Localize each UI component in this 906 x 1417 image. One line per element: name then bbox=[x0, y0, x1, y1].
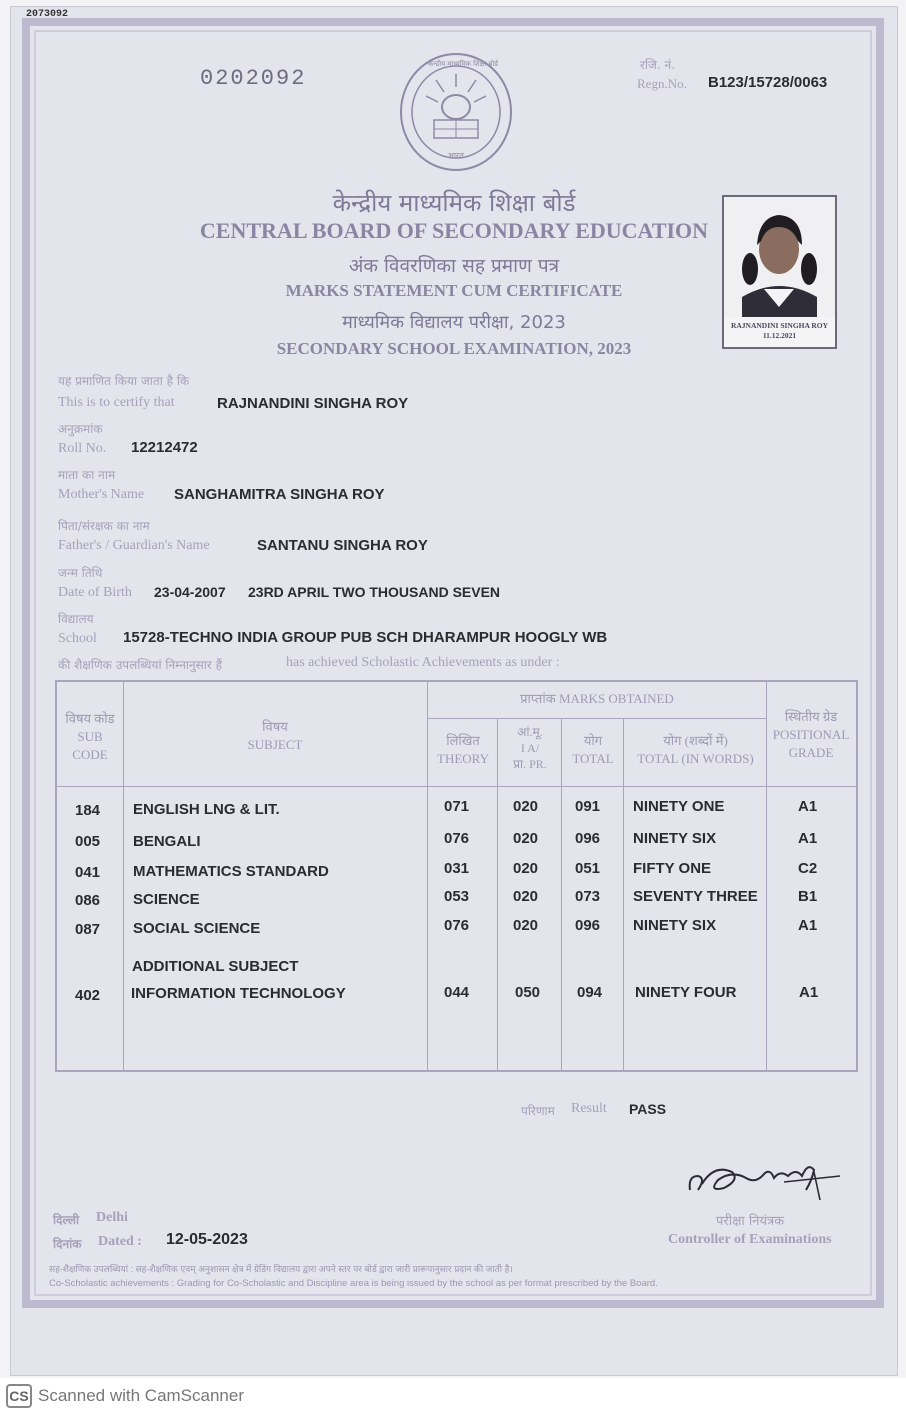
col-divider bbox=[561, 718, 562, 1070]
board-name-hindi: केन्द्रीय माध्यमिक शिक्षा बोर्ड bbox=[332, 189, 576, 217]
th-subject: विषय SUBJECT bbox=[247, 719, 303, 752]
row-total: 051 bbox=[575, 860, 601, 877]
th-code: विषय कोड SUB CODE bbox=[65, 711, 115, 762]
row-grade: A1 bbox=[799, 984, 819, 1001]
row-grade: A1 bbox=[798, 917, 818, 934]
controller-label: Controller of Examinations bbox=[668, 1232, 832, 1247]
seal-text-bottom: भारत bbox=[448, 151, 464, 160]
row-theory: 076 bbox=[444, 917, 470, 934]
student-photo bbox=[722, 195, 837, 349]
student-photo-icon bbox=[724, 197, 835, 317]
col-divider bbox=[427, 682, 428, 1070]
row-ia: 020 bbox=[513, 888, 539, 905]
exam-title-hindi: माध्यमिक विद्यालय परीक्षा, 2023 bbox=[342, 312, 566, 333]
th-total-words: योग (शब्दों में) TOTAL (IN WORDS) bbox=[637, 733, 754, 766]
row-ia: 020 bbox=[513, 860, 539, 877]
col-divider bbox=[497, 718, 498, 1070]
roll-number: 12212472 bbox=[131, 439, 198, 456]
th-theory: लिखित THEORY bbox=[437, 733, 489, 766]
photo-caption-name: RAJNANDINI SINGHA ROY bbox=[730, 321, 829, 330]
father-name: SANTANU SINGHA ROY bbox=[257, 537, 428, 554]
result-hindi-label: परिणाम bbox=[521, 1104, 555, 1118]
row-subject: INFORMATION TECHNOLOGY bbox=[131, 985, 346, 1002]
row-code: 041 bbox=[75, 864, 101, 881]
certificate-title-english: MARKS STATEMENT CUM CERTIFICATE bbox=[285, 281, 623, 300]
col-divider bbox=[623, 718, 624, 1070]
additional-subject-label: ADDITIONAL SUBJECT bbox=[132, 958, 299, 975]
row-subject: BENGALI bbox=[133, 833, 201, 850]
row-code: 184 bbox=[75, 802, 101, 819]
dated-hindi: दिनांक bbox=[53, 1237, 82, 1251]
dob-value: 23-04-2007 bbox=[154, 584, 226, 600]
row-total: 091 bbox=[575, 798, 601, 815]
row-grade: A1 bbox=[798, 830, 818, 847]
footnote-english: Co-Scholastic achievements : Grading for Co-Scholastic and Discipline area is being issued by the school as per format prescribed by the Board. bbox=[49, 1278, 658, 1289]
row-total: 096 bbox=[575, 830, 601, 847]
result-value: PASS bbox=[629, 1101, 667, 1117]
signature-icon bbox=[684, 1150, 844, 1206]
row-total: 094 bbox=[577, 984, 603, 1001]
row-theory: 071 bbox=[444, 798, 470, 815]
row-code: 005 bbox=[75, 833, 101, 850]
father-hindi-label: पिता/संरक्षक का नाम bbox=[58, 519, 150, 533]
serial-number: 0202092 bbox=[200, 66, 307, 91]
row-ia: 050 bbox=[515, 984, 541, 1001]
certificate-title-hindi: अंक विवरणिका सह प्रमाण पत्र bbox=[348, 255, 560, 277]
row-grade: B1 bbox=[798, 888, 818, 905]
regn-number: B123/15728/0063 bbox=[708, 74, 828, 91]
roll-label: Roll No. bbox=[58, 441, 107, 456]
scanner-footer bbox=[0, 1378, 906, 1417]
dob-in-words: 23RD APRIL TWO THOUSAND SEVEN bbox=[248, 584, 501, 600]
marks-table bbox=[55, 680, 858, 1072]
row-grade: A1 bbox=[798, 798, 818, 815]
row-subject: SCIENCE bbox=[133, 891, 200, 908]
row-subject: MATHEMATICS STANDARD bbox=[133, 863, 329, 880]
mother-label: Mother's Name bbox=[58, 487, 145, 502]
row-words: SEVENTY THREE bbox=[633, 888, 758, 905]
place-hindi: दिल्ली bbox=[53, 1213, 80, 1227]
row-total: 073 bbox=[575, 888, 601, 905]
school-name: 15728-TECHNO INDIA GROUP PUB SCH DHARAMPUR HOOGLY WB bbox=[123, 629, 608, 646]
achieved-hindi-text: की शैक्षणिक उपलब्धियां निम्नानुसार हैं bbox=[58, 658, 222, 672]
mother-hindi-label: माता का नाम bbox=[58, 468, 116, 482]
seal-text-top: केन्द्रीय माध्यमिक शिक्षा बोर्ड bbox=[428, 61, 498, 68]
row-words: FIFTY ONE bbox=[633, 860, 712, 877]
th-ia: आं.मू. I A/ प्रा. PR. bbox=[513, 725, 547, 771]
place-label: Delhi bbox=[96, 1210, 128, 1225]
row-words: NINETY SIX bbox=[633, 830, 717, 847]
school-hindi-label: विद्यालय bbox=[58, 612, 94, 626]
dated-label: Dated : bbox=[98, 1234, 142, 1249]
top-code: 2073092 bbox=[26, 9, 69, 20]
roll-hindi-label: अनुक्रमांक bbox=[58, 422, 103, 436]
row-theory: 076 bbox=[444, 830, 470, 847]
school-label: School bbox=[58, 631, 97, 646]
row-code: 402 bbox=[75, 987, 101, 1004]
col-divider bbox=[123, 682, 124, 1070]
certify-hindi-label: यह प्रमाणित किया जाता है कि bbox=[58, 374, 190, 388]
row-total: 096 bbox=[575, 917, 601, 934]
scanner-text: Scanned with CamScanner bbox=[38, 1386, 245, 1405]
row-subject: SOCIAL SCIENCE bbox=[133, 920, 261, 937]
row-words: NINETY ONE bbox=[633, 798, 725, 815]
row-words: NINETY FOUR bbox=[635, 984, 737, 1001]
father-label: Father's / Guardian's Name bbox=[58, 538, 210, 553]
dated-value: 12-05-2023 bbox=[166, 1231, 248, 1248]
row-grade: C2 bbox=[798, 860, 818, 877]
marks-header-divider bbox=[427, 718, 766, 719]
th-grade: स्थितीय ग्रेड POSITIONAL GRADE bbox=[772, 709, 850, 760]
row-code: 087 bbox=[75, 921, 101, 938]
row-words: NINETY SIX bbox=[633, 917, 717, 934]
exam-title-english: SECONDARY SCHOOL EXAMINATION, 2023 bbox=[276, 339, 632, 358]
row-theory: 053 bbox=[444, 888, 470, 905]
th-marks: प्राप्तांक MARKS OBTAINED bbox=[520, 691, 674, 706]
header-divider bbox=[57, 786, 856, 787]
row-subject: ENGLISH LNG & LIT. bbox=[133, 801, 280, 818]
mother-name: SANGHAMITRA SINGHA ROY bbox=[174, 486, 385, 503]
regn-label: Regn.No. bbox=[637, 76, 687, 91]
photo-caption-date: 11.12.2021 bbox=[762, 331, 797, 340]
th-total: योग TOTAL bbox=[572, 733, 614, 766]
board-name-english: CENTRAL BOARD OF SECONDARY EDUCATION bbox=[199, 218, 709, 243]
row-code: 086 bbox=[75, 892, 101, 909]
controller-hindi: परीक्षा नियंत्रक bbox=[716, 1214, 785, 1229]
result-label: Result bbox=[571, 1101, 607, 1116]
row-ia: 020 bbox=[513, 798, 539, 815]
row-theory: 031 bbox=[444, 860, 470, 877]
controller-signature bbox=[684, 1150, 844, 1211]
dob-label: Date of Birth bbox=[58, 585, 132, 600]
dob-hindi-label: जन्म तिथि bbox=[58, 566, 103, 580]
achieved-english-text: has achieved Scholastic Achievements as under : bbox=[286, 655, 560, 670]
camscanner-logo-icon: CS bbox=[6, 1384, 32, 1408]
student-name: RAJNANDINI SINGHA ROY bbox=[217, 395, 409, 412]
cbse-seal bbox=[398, 52, 514, 176]
row-theory: 044 bbox=[444, 984, 470, 1001]
col-divider bbox=[766, 682, 767, 1070]
certify-label: This is to certify that bbox=[58, 395, 175, 410]
footnote-hindi: सह-शैक्षणिक उपलब्धियां : सह-शैक्षणिक एवम् अनुशासन क्षेत्र में ग्रेडिंग विद्यालय द्वारा अपने स्तर पर बोर्ड द्वारा जारी प्रारूपानुसार प्रदान की जाती है। bbox=[49, 1264, 513, 1274]
regn-hindi-label: रजि. नं. bbox=[640, 58, 676, 72]
row-ia: 020 bbox=[513, 917, 539, 934]
row-ia: 020 bbox=[513, 830, 539, 847]
